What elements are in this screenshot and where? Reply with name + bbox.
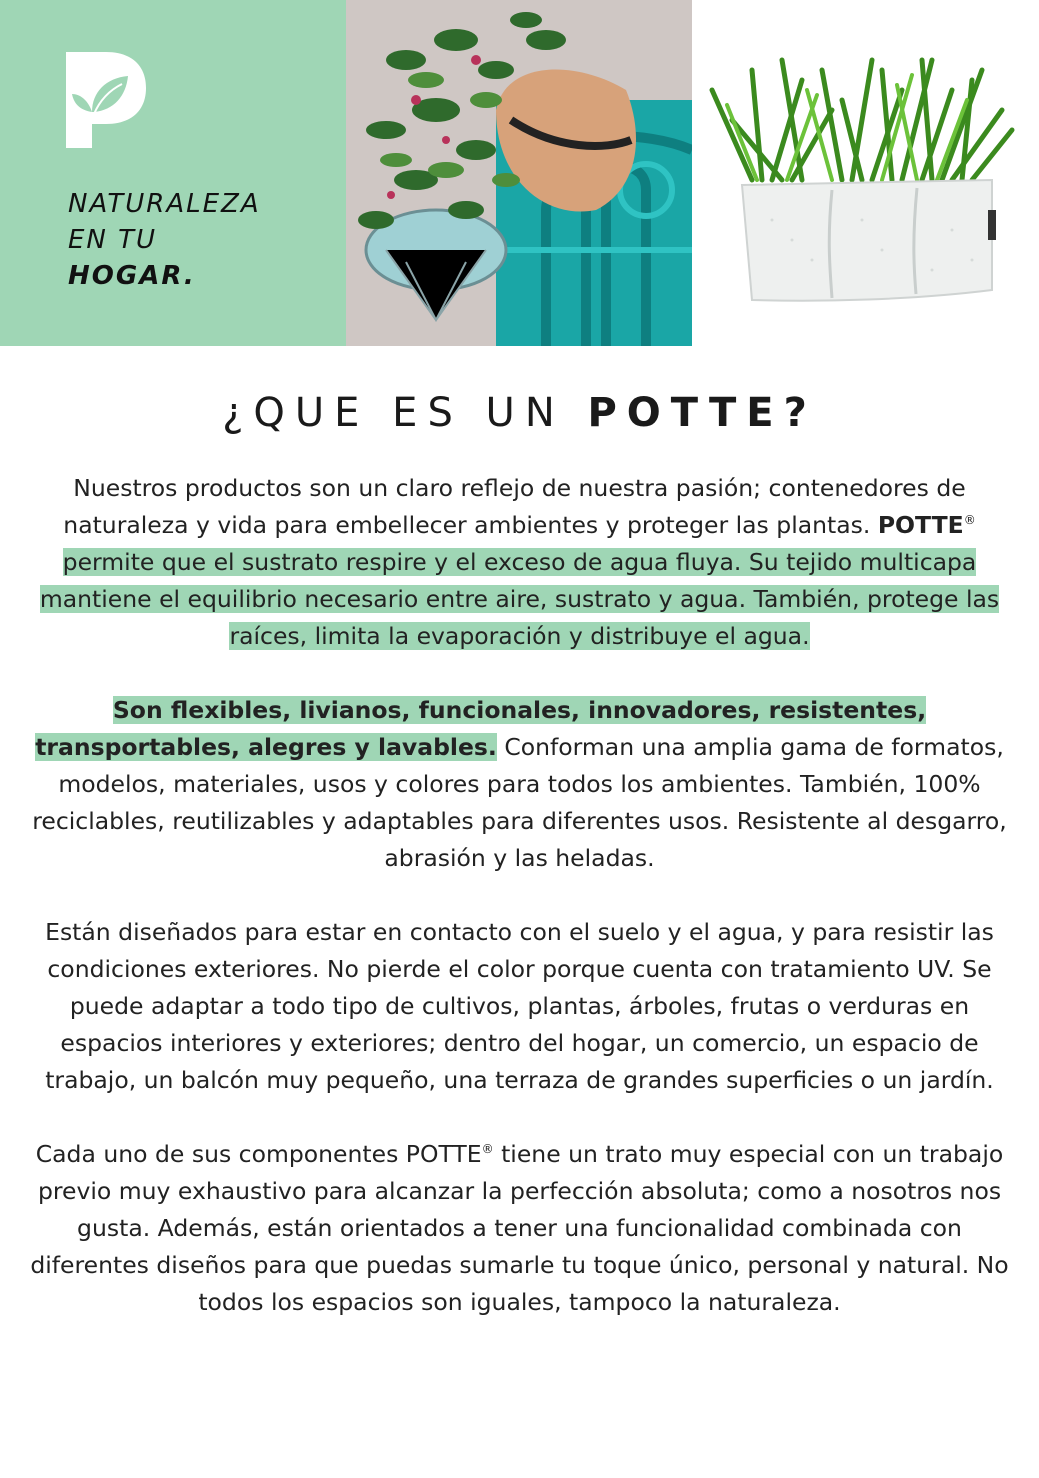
title-brand: POTTE?: [587, 390, 817, 436]
paragraph-2-highlight: Son flexibles, livianos, funcionales, innovadores, resistentes, transportables, alegres y lavables.: [35, 696, 927, 761]
paragraph-1-reg: ®: [963, 513, 976, 528]
paragraph-4-reg: ®: [481, 1142, 494, 1157]
brand-panel: [0, 0, 346, 346]
paragraph-4-before: Cada uno de sus componentes POTTE: [35, 1140, 482, 1168]
tagline: [68, 186, 261, 294]
paragraph-2: [30, 692, 1009, 877]
tagline-line-1: NATURALEZA: [68, 189, 261, 219]
paragraph-4-after: tiene un trato muy especial con un trabajo previo muy exhaustivo para alcanzar la perfección absoluta; como a nosotros nos gusta. Además, están orientados a tener una funcionalidad combinada con diferentes diseños para que puedas sumarle tu toque único, personal y natural. No todos los espacios son iguales, tampoco la naturaleza.: [30, 1140, 1009, 1316]
hanging-planter-photo-icon: [346, 0, 692, 346]
tagline-line-2: EN TU: [68, 225, 158, 255]
paragraph-4: [30, 1136, 1009, 1321]
paragraph-3: [30, 914, 1009, 1099]
page-title: [0, 390, 1039, 436]
paragraph-3-text: Están diseñados para estar en contacto con el suelo y el agua, y para resistir las condiciones exteriores. No pierde el color porque cuenta con tratamiento UV. Se puede adaptar a todo tipo de cultivos, plantas, árboles, frutas o verduras en espacios interiores y exteriores; dentro del hogar, un comercio, un espacio de trabajo, un balcón muy pequeño, una terraza de grandes superficies o un jardín.: [45, 918, 994, 1094]
white-fabric-planter-photo-icon: [692, 0, 1039, 346]
header-band: [0, 0, 1039, 346]
potte-logo-icon: [66, 52, 150, 148]
article-body: [30, 470, 1009, 1358]
paragraph-1-highlight: permite que el sustrato respire y el exceso de agua fluya. Su tejido multicapa mantiene el equilibrio necesario entre aire, sustrato y agua. También, protege las raíces, limita la evaporación y distribuye el agua.: [39, 548, 1000, 650]
paragraph-1-intro: Nuestros productos son un claro reflejo de nuestra pasión; contenedores de naturaleza y vida para embellecer ambientes y proteger las plantas.: [63, 474, 966, 539]
title-prefix: ¿QUE ES UN: [222, 390, 565, 436]
paragraph-1-brand: POTTE: [877, 511, 964, 539]
tagline-line-3: HOGAR.: [68, 261, 196, 291]
paragraph-1: [30, 470, 1009, 655]
paragraph-2-rest: Conforman una amplia gama de formatos, modelos, materiales, usos y colores para todos los ambientes. También, 100% reciclables, reutilizables y adaptables para diferentes usos. Resistente al desgarro, abrasión y las heladas.: [32, 733, 1007, 872]
